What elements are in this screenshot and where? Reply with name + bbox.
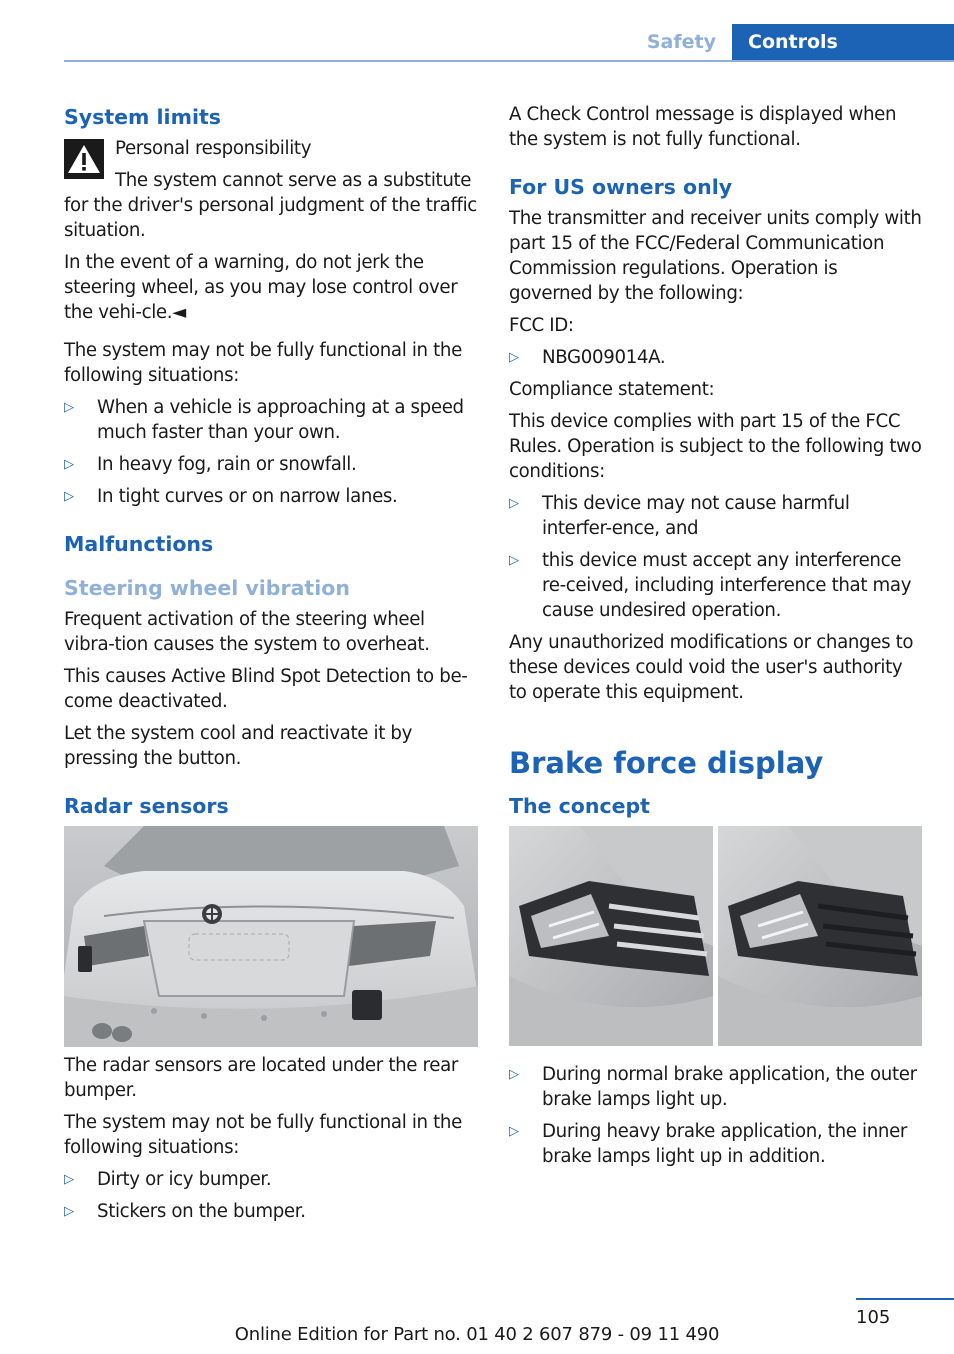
list-item: ▷ During heavy brake application, the inner brake lamps light up in addition. [509, 1121, 908, 1167]
malfunctions-p3: Let the system cool and reactivate it by pressing the button. [64, 723, 413, 769]
warning-text-continued: for the driver's personal judgment of the traffic situation. [64, 195, 477, 241]
footer-rule [856, 1298, 954, 1300]
list-item: ▷ When a vehicle is approaching at a speed much faster than your own. [64, 397, 464, 443]
bullet-triangle-icon: ▷ [64, 1172, 74, 1187]
list-item: ▷ NBG009014A. [509, 347, 666, 368]
bullet-triangle-icon: ▷ [64, 457, 74, 472]
list-item: ▷ this device must accept any interference re-ceived, including interference that may cause undesired operation. [509, 550, 912, 621]
warning-title: Personal responsibility [115, 138, 312, 159]
bullet-triangle-icon: ▷ [509, 553, 519, 568]
list-item: ▷ In tight curves or on narrow lanes. [64, 486, 398, 507]
warning-triangle-icon [64, 139, 104, 179]
radar-sensor-illustration [64, 826, 478, 1047]
warning-block [64, 136, 478, 193]
radar-intro: The system may not be fully functional in the following situations: [64, 1112, 462, 1158]
edition-text: Online Edition for Part no. 01 40 2 607 879 - 09 11 490 [234, 1324, 720, 1345]
tab-safety[interactable]: Safety [646, 31, 716, 53]
list-item: ▷ During normal brake application, the outer brake lamps light up. [509, 1064, 917, 1110]
list-item: ▷ Dirty or icy bumper. [64, 1169, 272, 1190]
bullet-triangle-icon: ▷ [509, 496, 519, 511]
us-owners-p3: Any unauthorized modifications or changes to these devices could void the user's authority to operate this equipment. [509, 632, 914, 703]
us-owners-p2: This device complies with part 15 of the FCC Rules. Operation is subject to the following two conditions: [509, 411, 922, 482]
list-item: ▷ This device may not cause harmful interfer-ence, and [509, 493, 850, 539]
malfunctions-p1: Frequent activation of the steering wheel vibra-tion causes the system to overheat. [64, 609, 430, 655]
warning-text: The system cannot serve as a substitute [115, 170, 472, 191]
subheading-steering-wheel-vibration: Steering wheel vibration [64, 576, 350, 600]
right-column [509, 100, 923, 1176]
list-item: ▷ Stickers on the bumper. [64, 1201, 306, 1222]
page-number: 105 [856, 1307, 891, 1328]
brake-lamps-illustration [509, 826, 922, 1046]
header-rule [64, 60, 954, 62]
heading-us-owners: For US owners only [509, 175, 733, 199]
bullet-triangle-icon: ▷ [509, 350, 519, 365]
bullet-triangle-icon: ▷ [509, 1067, 519, 1082]
bullet-triangle-icon: ▷ [64, 1204, 74, 1219]
bullet-triangle-icon: ▷ [509, 1124, 519, 1139]
conditions-list [509, 491, 923, 623]
list-item: ▷ In heavy fog, rain or snowfall. [64, 454, 357, 475]
compliance-label: Compliance statement: [509, 379, 715, 400]
heading-system-limits: System limits [64, 105, 221, 129]
heading-radar-sensors: Radar sensors [64, 794, 229, 818]
radar-p1: The radar sensors are located under the rear bumper. [64, 1055, 459, 1101]
warning-text-2: In the event of a warning, do not jerk the steering wheel, as you may lose control over the vehi-cle.◄ [64, 252, 458, 323]
system-limits-intro: The system may not be fully functional in the following situations: [64, 340, 462, 386]
tab-controls[interactable]: Controls [732, 24, 954, 61]
fcc-id-label: FCC ID: [509, 315, 574, 336]
radar-list [64, 1167, 478, 1224]
brake-list [509, 1062, 923, 1169]
malfunctions-p2: This causes Active Blind Spot Detection to be-come deactivated. [64, 666, 468, 712]
heading-malfunctions: Malfunctions [64, 532, 214, 556]
check-control-text: A Check Control message is displayed when the system is not fully functional. [509, 104, 897, 150]
heading-brake-force-display: Brake force display [509, 746, 824, 780]
subheading-the-concept: The concept [509, 794, 650, 818]
bullet-triangle-icon: ▷ [64, 489, 74, 504]
left-column [64, 100, 478, 1231]
bullet-triangle-icon: ▷ [64, 400, 74, 415]
system-limits-list [64, 395, 478, 509]
fcc-id-list [509, 345, 923, 370]
us-owners-p1: The transmitter and receiver units comply with part 15 of the FCC/Federal Communication Commission regulations. Operation is governed by the following: [509, 208, 922, 304]
